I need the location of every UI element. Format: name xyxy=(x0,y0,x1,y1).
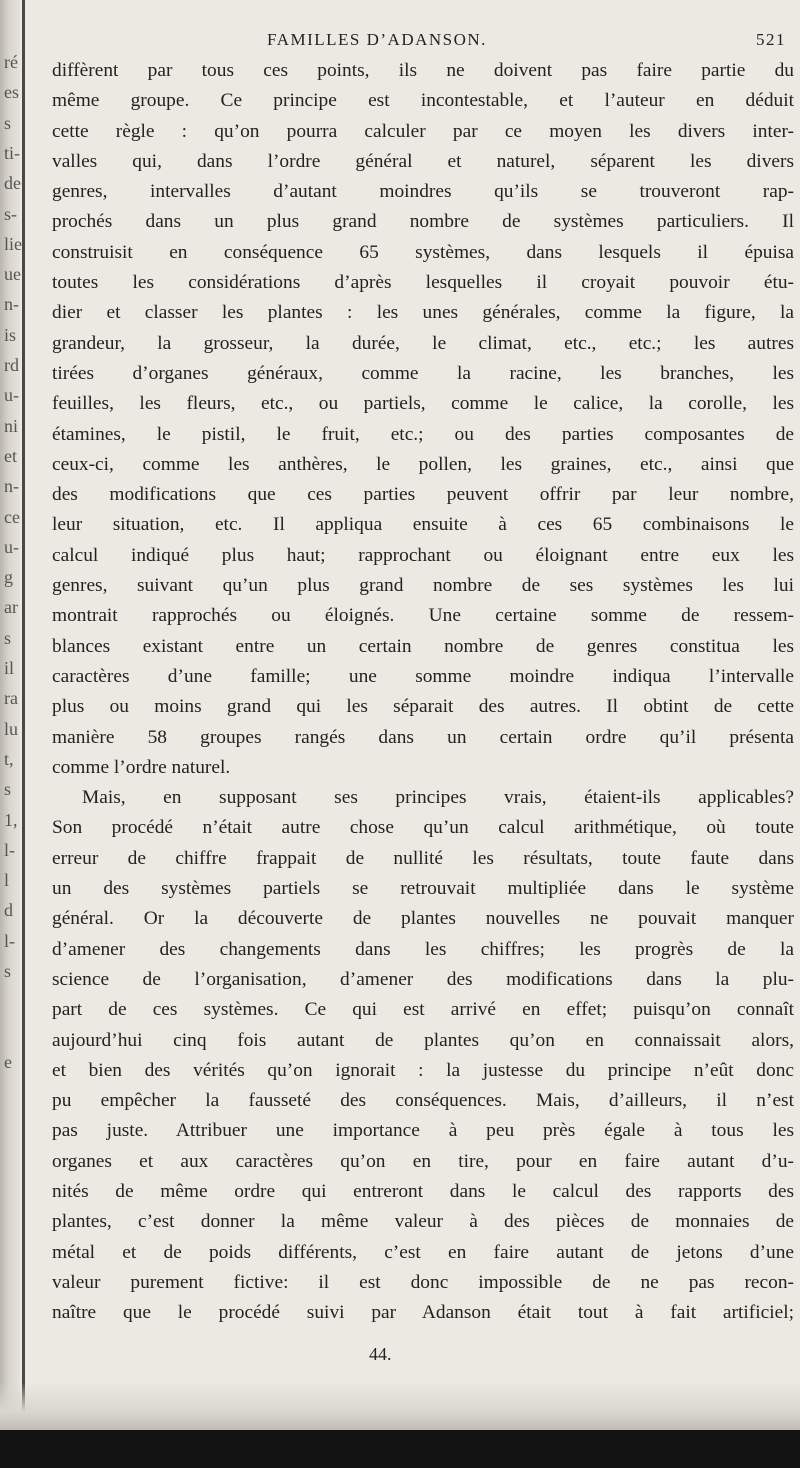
text-line: Mais, en supposant ses principes vrais, étaient-ils applicables? xyxy=(82,787,794,809)
text-line: même groupe. Ce principe est incontestable, et l’auteur en déduit xyxy=(52,90,794,112)
text-line: pu empêcher la fausseté des conséquences. Mais, d’ailleurs, il n’est xyxy=(52,1090,794,1112)
margin-fragment: et xyxy=(4,445,17,466)
margin-fragment: t, xyxy=(4,748,14,769)
text-line: calcul indiqué plus haut; rapprochant ou éloignant entre eux les xyxy=(52,544,794,566)
margin-fragment: d xyxy=(4,900,13,921)
margin-fragment: s- xyxy=(4,203,17,224)
text-line: leur situation, etc. Il appliqua ensuite à ces 65 combinaisons le xyxy=(52,514,794,536)
margin-fragment: u- xyxy=(4,536,19,557)
margin-fragment: lu xyxy=(4,718,19,739)
margin-fragment: u- xyxy=(4,385,19,406)
margin-fragment: il xyxy=(4,658,15,678)
margin-fragment: ce xyxy=(4,506,20,527)
margin-fragment: 1, xyxy=(4,809,18,830)
margin-fragment: de xyxy=(4,173,21,194)
margin-fragment: es xyxy=(4,82,19,103)
text-line: prochés dans un plus grand nombre de systèmes particuliers. Il xyxy=(52,211,794,233)
text-line: plus ou moins grand qui les séparait des autres. Il obtint de cette xyxy=(52,696,794,718)
margin-fragment: s xyxy=(4,961,12,981)
text-line: erreur de chiffre frappait de nullité les résultats, toute faute dans xyxy=(52,847,794,869)
binding-edge-line xyxy=(22,0,25,1468)
text-line: plantes, c’est donner la même valeur à des pièces de monnaies de xyxy=(52,1211,794,1233)
text-line: aujourd’hui cinq fois autant de plantes qu’on en connaissait alors, xyxy=(52,1029,794,1051)
text-line: construisit en conséquence 65 systèmes, dans lesquels il épuisa xyxy=(52,241,794,263)
margin-fragment: ré xyxy=(4,52,18,72)
text-line: comme l’ordre naturel. xyxy=(52,756,231,778)
margin-fragment: l- xyxy=(4,839,15,860)
margin-fragment: ue xyxy=(4,264,21,285)
text-line: caractères d’une famille; une somme moindre indiqua l’intervalle xyxy=(52,665,794,687)
text-line: ceux-ci, comme les anthères, le pollen, les graines, etc., ainsi que xyxy=(52,453,794,475)
text-line: des modifications que ces parties peuvent offrir par leur nombre, xyxy=(52,484,794,506)
margin-fragment: n- xyxy=(4,294,19,315)
margin-fragment: e xyxy=(4,1051,12,1072)
text-line: organes et aux caractères qu’on en tire, pour en faire autant d’u- xyxy=(52,1150,794,1172)
margin-fragment: g xyxy=(4,567,13,588)
margin-fragment: l- xyxy=(4,930,15,951)
scanner-bottom-bar xyxy=(0,1430,800,1468)
text-line: valles qui, dans l’ordre général et naturel, séparent les divers xyxy=(52,150,794,172)
text-line: diffèrent par tous ces points, ils ne doivent pas faire partie du xyxy=(52,60,794,81)
text-line: d’amener des changements dans les chiffres; les progrès de la xyxy=(52,938,794,960)
text-line: science de l’organisation, d’amener des modifications dans la plu- xyxy=(52,968,794,990)
text-line: valeur purement fictive: il est donc impossible de ne pas recon- xyxy=(52,1271,794,1293)
text-line: toutes les considérations d’après lesquelles il croyait pouvoir étu- xyxy=(52,272,794,294)
signature-mark: 44. xyxy=(369,1344,392,1364)
text-line: naître que le procédé suivi par Adanson était tout à fait artificiel; xyxy=(52,1302,794,1324)
text-line: pas juste. Attribuer une importance à peu près égale à tous les xyxy=(52,1120,794,1142)
body-text xyxy=(52,56,794,1328)
text-line: un des systèmes partiels se retrouvait multipliée dans le système xyxy=(52,878,794,900)
text-line: cette règle : qu’on pourra calculer par ce moyen les divers inter- xyxy=(52,120,794,142)
margin-fragment: l xyxy=(4,870,10,891)
page-number: 521 xyxy=(756,30,786,49)
text-line: dier et classer les plantes : les unes générales, comme la figure, la xyxy=(52,302,794,324)
text-line: nités de même ordre qui entreront dans le calcul des rapports des xyxy=(52,1180,794,1202)
text-line: général. Or la découverte de plantes nouvelles ne pouvait manquer xyxy=(52,908,794,930)
book-page xyxy=(52,26,794,1328)
margin-fragment: ra xyxy=(4,688,18,709)
margin-fragment: lie xyxy=(4,233,22,254)
text-line: étamines, le pistil, le fruit, etc.; ou des parties composantes de xyxy=(52,423,794,445)
margin-fragment: ti- xyxy=(4,142,20,163)
text-line: blances existant entre un certain nombre de genres constitua les xyxy=(52,635,794,657)
text-line: Son procédé n’était autre chose qu’un calcul arithmétique, où toute xyxy=(52,817,794,839)
text-line: manière 58 groupes rangés dans un certain ordre qu’il présenta xyxy=(52,726,794,748)
text-line: métal et de poids différents, c’est en faire autant de jetons d’une xyxy=(52,1241,794,1263)
margin-fragment: s xyxy=(4,779,12,800)
text-line: genres, intervalles d’autant moindres qu’ils se trouveront rap- xyxy=(52,181,794,203)
text-line: tirées d’organes généraux, comme la racine, les branches, les xyxy=(52,362,794,384)
running-title: FAMILLES D’ADANSON. xyxy=(267,30,487,49)
margin-fragment: is xyxy=(4,324,17,345)
margin-fragment: rd xyxy=(4,355,19,375)
margin-fragment: n- xyxy=(4,476,19,497)
margin-fragment: s xyxy=(4,112,12,133)
margin-fragment: s xyxy=(4,627,12,648)
text-line: et bien des vérités qu’on ignorait : la justesse du principe n’eût donc xyxy=(52,1059,794,1081)
text-line: part de ces systèmes. Ce qui est arrivé en effet; puisqu’on connaît xyxy=(52,999,794,1021)
page-header xyxy=(52,26,794,56)
text-line: feuilles, les fleurs, etc., ou partiels, comme le calice, la corolle, les xyxy=(52,393,794,415)
text-line: montrait rapprochés ou éloignés. Une certaine somme de ressem- xyxy=(52,605,794,627)
margin-fragment: ni xyxy=(4,415,19,436)
page-bottom-shadow xyxy=(0,1382,800,1432)
margin-fragment: ar xyxy=(4,597,18,618)
text-line: genres, suivant qu’un plus grand nombre de ses systèmes les lui xyxy=(52,575,794,597)
text-line: grandeur, la grosseur, la durée, le climat, etc., etc.; les autres xyxy=(52,332,794,354)
